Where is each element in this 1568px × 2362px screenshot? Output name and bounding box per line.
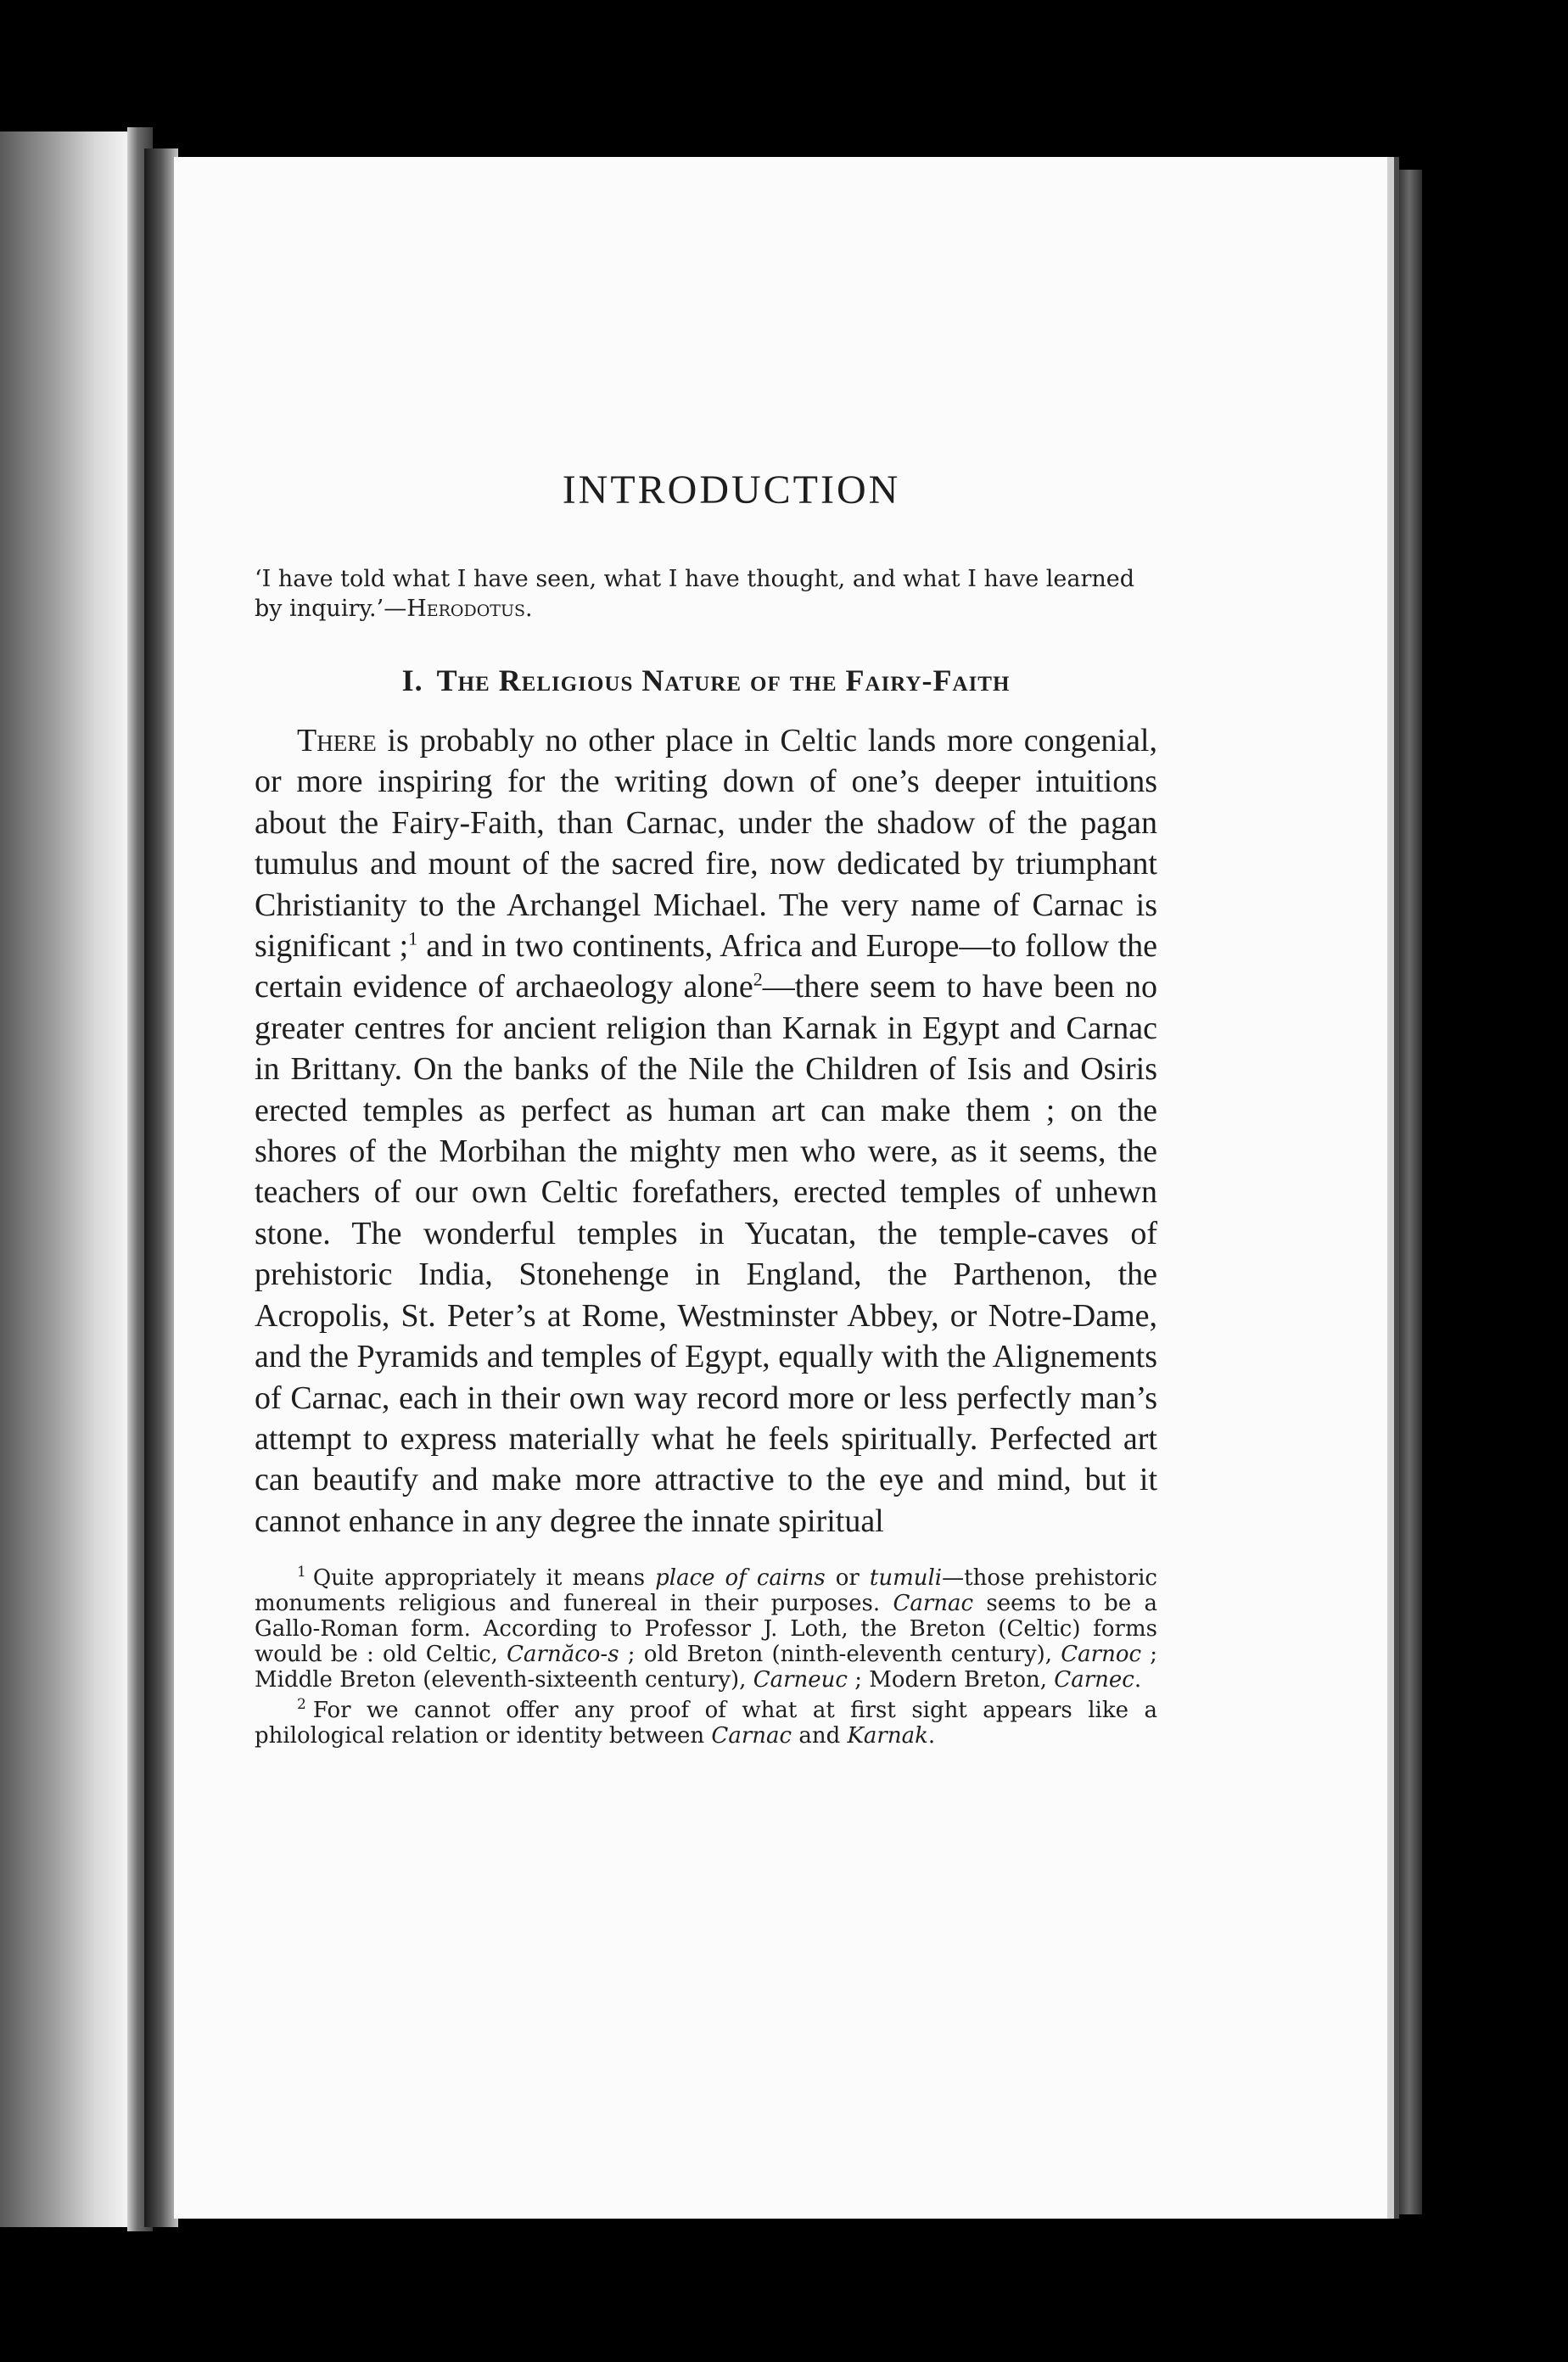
section-heading [255, 663, 1157, 698]
footnote-italic: Carnăco-s [507, 1642, 619, 1668]
footnote-text: ; old Breton (ninth-eleventh century), [619, 1642, 1061, 1668]
footnote-italic: Carnac [711, 1723, 792, 1749]
footnote-italic: tumuli [869, 1565, 943, 1592]
footnote-text: ; Middle Breton (eleventh-sixteenth century), [255, 1642, 1158, 1693]
left-page-edge [0, 132, 127, 2227]
body-paragraph [255, 720, 1157, 1542]
epigraph [255, 564, 1157, 624]
footnote-1 [255, 1565, 1157, 1693]
body-text-part-1: is probably no other place in Celtic lands more congenial, or more inspiring for the writing down of one’s deeper intuitions about the Fairy-Faith, than Carnac, under the shadow of the pagan tumulus and mount of the sacred fire, now dedicated by triumphant Christianity to the Archangel Michael. The very name of Carnac is significant ; [255, 723, 1157, 965]
footnote-italic: Carnoc [1061, 1642, 1142, 1668]
footnote-text: Quite appropriately it means [312, 1565, 656, 1592]
footnote-text: seems to be a Gallo-Roman form. According to Professor J. Loth, the Breton (Celtic) forms would be : old Celtic, [255, 1591, 1157, 1668]
book-gutter [144, 148, 178, 2227]
footnote-ref-1: 1 [408, 927, 418, 949]
body-text-part-3: —there seem to have been no greater centres for ancient religion than Karnak in Egypt and Carnac in Brittany. On the banks of the Nile the Children of Isis and Osiris erected temples as perfect as human art can make them ; on the shores of the Morbihan the mighty men who were, as it seems, the teachers of our own Celtic forefathers, erected temples of unhewn stone. The wonderful temples in Yucatan, the temple-caves of prehistoric India, Stonehenge in England, the Parthenon, the Acropolis, St. Peter’s at Rome, Westminster Abbey, or Notre-Dame, and the Pyramids and temples of Egypt, equally with the Alignements of Carnac, each in their own way record more or less perfectly man’s attempt to express materially what he feels spiritually. Perfected art can beautify and make more attractive to the eye and mind, but it cannot enhance in any degree the innate spiritual [255, 969, 1157, 1539]
section-title: The Religious Nature of the Fairy-Faith [436, 663, 1011, 697]
lead-word: There [297, 723, 377, 758]
page-title: INTRODUCTION [562, 467, 901, 512]
footnote-italic: Carnac [893, 1591, 974, 1617]
footnote-mark: 1 [297, 1564, 306, 1581]
footnote-italic: Carneuc [753, 1667, 848, 1693]
section-numeral: I. [401, 663, 423, 697]
footnote-italic: place of cairns [655, 1565, 826, 1592]
footnote-italic: Karnak [847, 1723, 928, 1749]
footnote-text: For we cannot offer any proof of what at first sight appears like a philological relation or identity between [255, 1698, 1157, 1749]
page-content [255, 441, 1157, 1754]
footnote-text: and [792, 1723, 848, 1749]
footnote-text: —those prehistoric monuments religious and funereal in their purposes. [255, 1565, 1157, 1617]
epigraph-source: Herodotus. [406, 596, 533, 622]
right-page-edges [1397, 170, 1422, 2214]
epigraph-quote: ‘I have told what I have seen, what I have thought, and what I have learned by inquiry.’— [255, 566, 1135, 622]
body-text-part-2: and in two continents, Africa and Europe—to follow the certain evidence of archaeology alone [255, 928, 1157, 1005]
footnotes [255, 1565, 1157, 1749]
footnote-2 [255, 1698, 1157, 1749]
footnote-text: or [825, 1565, 870, 1592]
footnote-text: . [927, 1723, 936, 1749]
footnote-text: ; Modern Breton, [847, 1667, 1055, 1693]
footnote-mark: 2 [297, 1696, 306, 1714]
footnote-text: . [1134, 1667, 1142, 1693]
footnote-italic: Carnec [1054, 1667, 1134, 1693]
footnote-ref-2: 2 [753, 968, 763, 990]
